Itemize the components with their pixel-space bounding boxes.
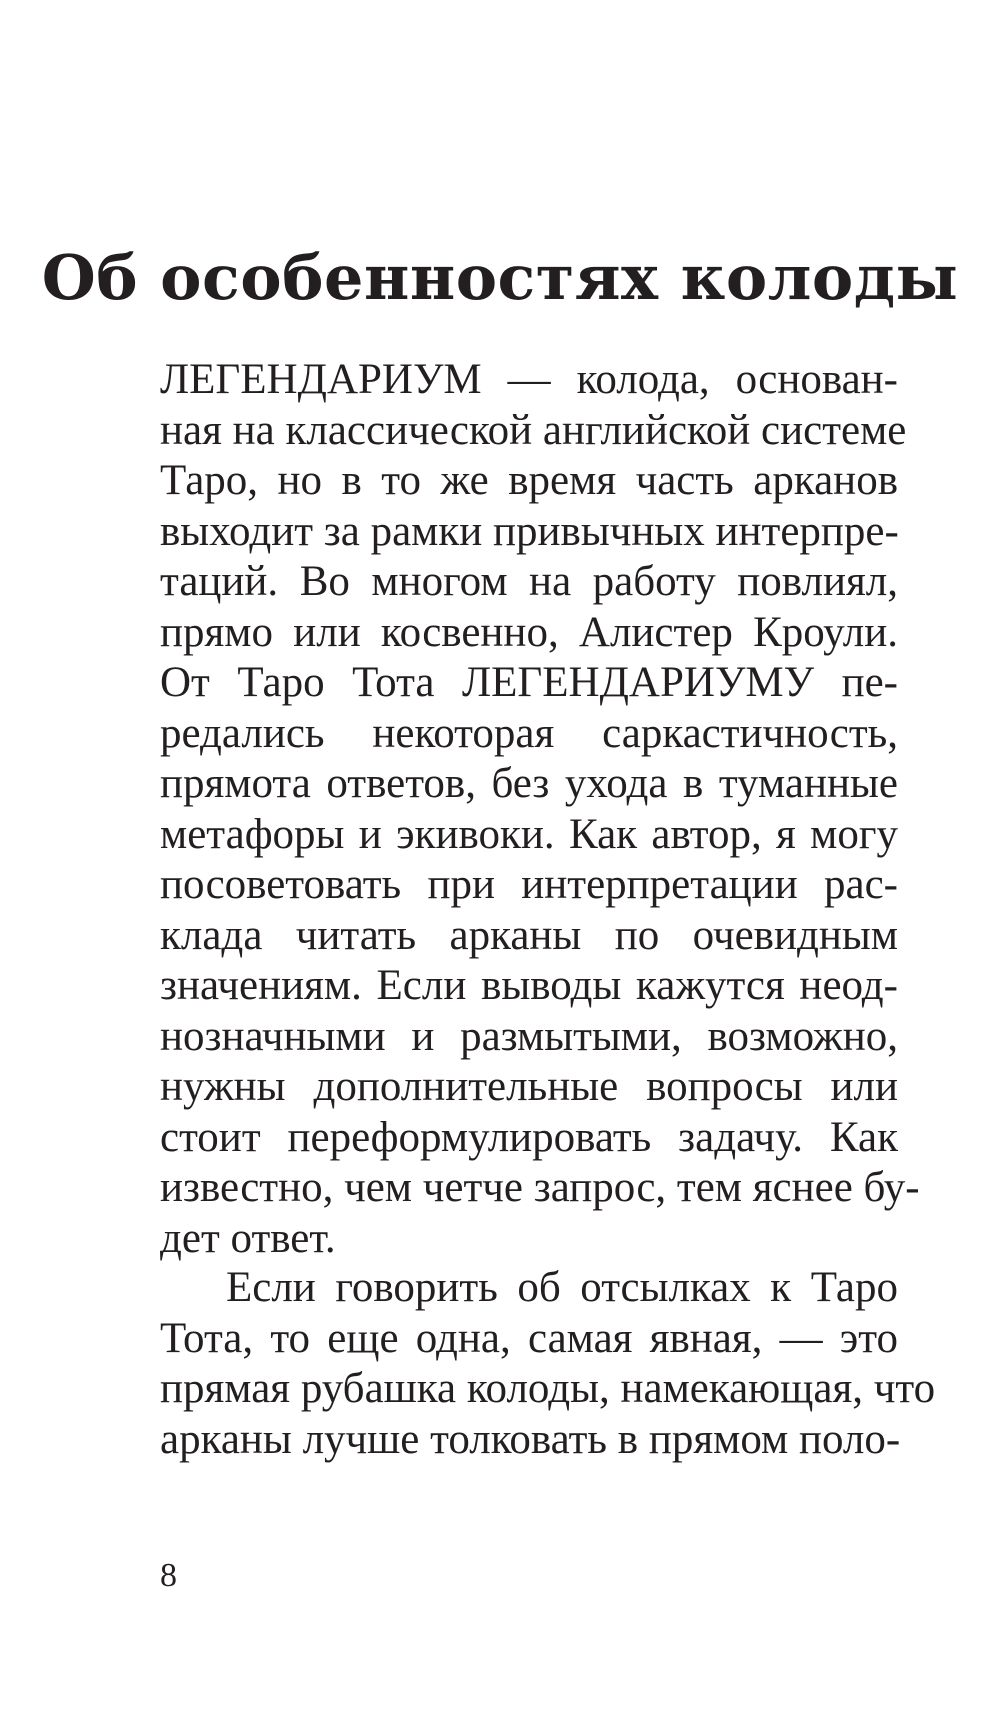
text-line: клада читать арканы по очевидным bbox=[160, 911, 898, 959]
page-number: 8 bbox=[160, 1557, 177, 1594]
text-line: посоветовать при интерпретации рас- bbox=[160, 861, 898, 908]
text-line: таций. Во многом на работу повлиял, bbox=[160, 558, 898, 605]
text-line: ЛЕГЕНДАРИУМ — колода, основан- bbox=[160, 356, 898, 403]
text-line: нужны дополнительные вопросы или bbox=[160, 1063, 898, 1110]
text-line: ная на классической английской системе bbox=[160, 406, 907, 454]
text-line: метафоры и экивоки. Как автор, я могу bbox=[160, 810, 898, 858]
text-line: Тота, то еще одна, самая явная, — это bbox=[160, 1314, 898, 1362]
paragraph-1 bbox=[160, 355, 920, 1264]
text-line: прямо или косвенно, Алистер Кроули. bbox=[160, 608, 898, 656]
paragraph-2 bbox=[160, 1263, 936, 1465]
text-line: стоит переформулировать задачу. Как bbox=[160, 1113, 898, 1161]
text-line: редались некоторая саркастичность, bbox=[160, 709, 898, 757]
text-line: Таро, но в то же время часть арканов bbox=[160, 457, 898, 504]
text-line: значениям. Если выводы кажутся неод- bbox=[160, 962, 898, 1009]
text-line: известно, чем четче запрос, тем яснее бу- bbox=[160, 1164, 920, 1211]
text-line: нозначными и размытыми, возможно, bbox=[160, 1012, 898, 1060]
text-line: От Таро Тота ЛЕГЕНДАРИУМУ пе- bbox=[160, 659, 898, 706]
text-line: арканы лучше толковать в прямом поло- bbox=[160, 1415, 901, 1463]
text-line: Если говорить об отсылках к Таро bbox=[226, 1264, 898, 1311]
text-line: прямота ответов, без ухода в туманные bbox=[160, 760, 898, 807]
text-line: выходит за рамки привычных интерпре- bbox=[160, 507, 899, 555]
text-line: прямая рубашка колоды, намекающая, что bbox=[160, 1365, 936, 1412]
chapter-heading: Об особенностях колоды bbox=[41, 241, 959, 314]
text-line: дет ответ. bbox=[160, 1214, 336, 1262]
